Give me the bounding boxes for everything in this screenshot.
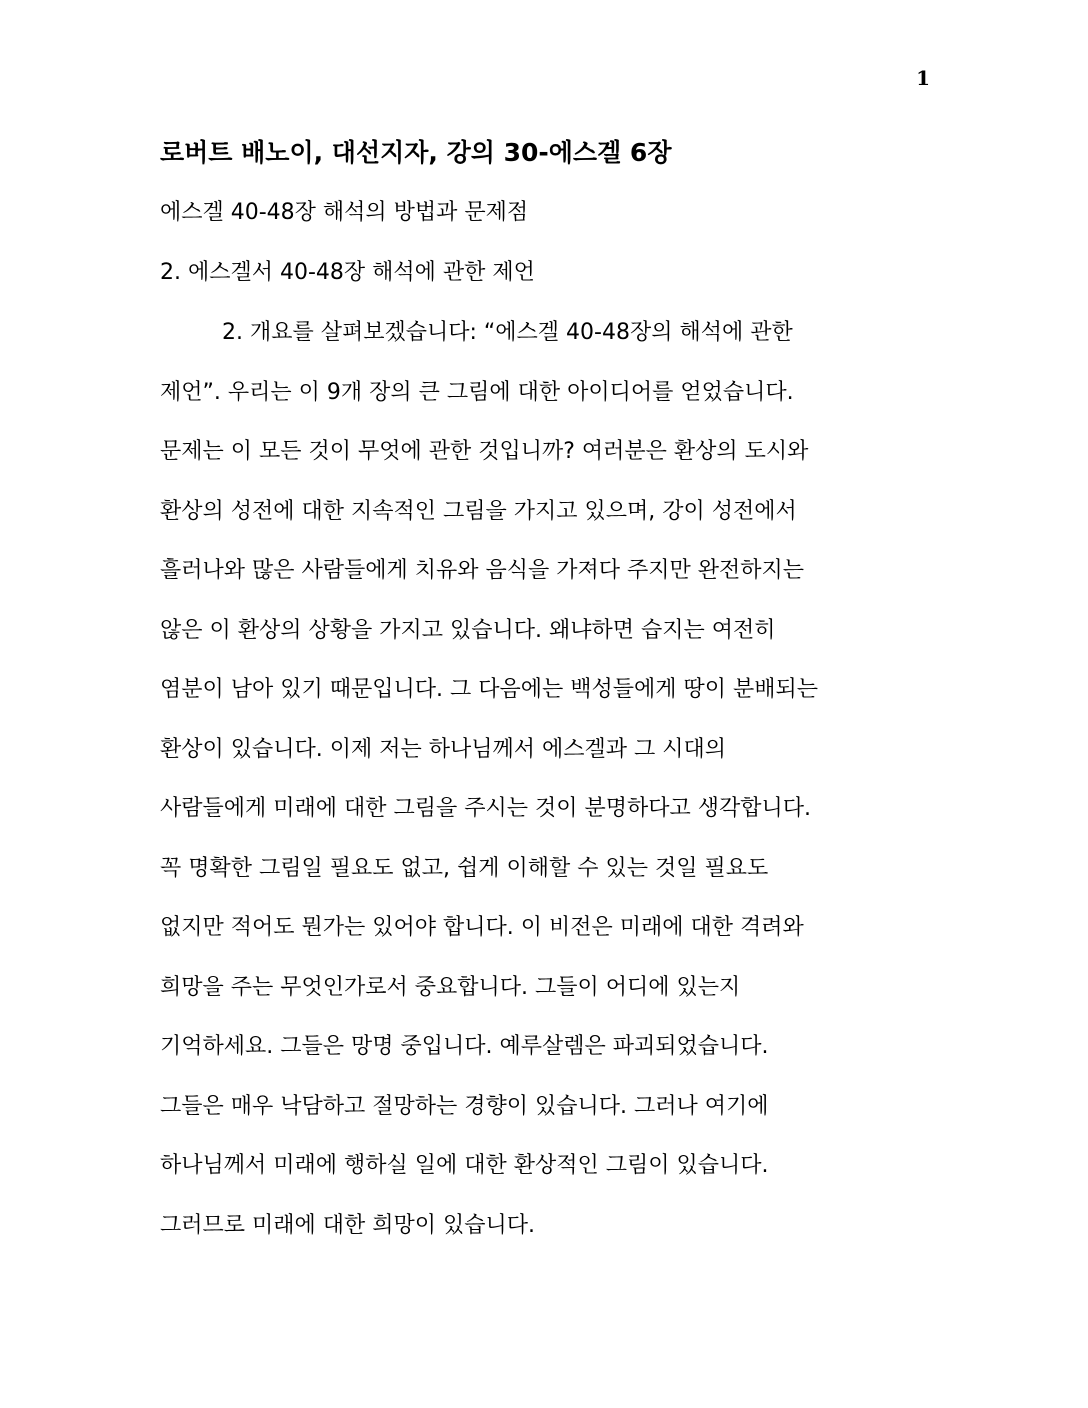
body-line: 제언”. 우리는 이 9개 장의 큰 그림에 대한 아이디어를 얻었습니다. bbox=[160, 379, 794, 405]
page-number: 1 bbox=[916, 66, 930, 90]
section-heading: 에스겔 40-48장 해석의 방법과 문제점 bbox=[160, 200, 529, 225]
body-line: 그러므로 미래에 대한 희망이 있습니다. bbox=[160, 1212, 535, 1238]
body-line: 꼭 명확한 그림일 필요도 없고, 쉽게 이해할 수 있는 것일 필요도 bbox=[160, 855, 769, 881]
subsection-heading: 2. 에스겔서 40-48장 해석에 관한 제언 bbox=[160, 260, 535, 285]
body-line: 문제는 이 모든 것이 무엇에 관한 것입니까? 여러분은 환상의 도시와 bbox=[160, 439, 809, 464]
body-line: 않은 이 환상의 상황을 가지고 있습니다. 왜냐하면 습지는 여전히 bbox=[160, 617, 776, 643]
body-line: 2. 개요를 살펴보겠습니다: “에스겔 40-48장의 해석에 관한 bbox=[222, 320, 793, 345]
body-line: 사람들에게 미래에 대한 그림을 주시는 것이 분명하다고 생각합니다. bbox=[160, 796, 812, 821]
body-line: 환상의 성전에 대한 지속적인 그림을 가지고 있으며, 강이 성전에서 bbox=[160, 498, 797, 524]
body-line: 하나님께서 미래에 행하실 일에 대한 환상적인 그림이 있습니다. bbox=[160, 1153, 769, 1178]
body-line: 없지만 적어도 뭔가는 있어야 합니다. 이 비전은 미래에 대한 격려와 bbox=[160, 915, 804, 940]
body-line: 염분이 남아 있기 때문입니다. 그 다음에는 백성들에게 땅이 분배되는 bbox=[160, 677, 818, 702]
body-line: 그들은 매우 낙담하고 절망하는 경향이 있습니다. 그러나 여기에 bbox=[160, 1093, 769, 1119]
body-line: 환상이 있습니다. 이제 저는 하나님께서 에스겔과 그 시대의 bbox=[160, 736, 726, 762]
body-paragraph bbox=[160, 318, 940, 1270]
body-line: 기억하세요. 그들은 망명 중입니다. 예루살렘은 파괴되었습니다. bbox=[160, 1034, 769, 1059]
body-line: 희망을 주는 무엇인가로서 중요합니다. 그들이 어디에 있는지 bbox=[160, 974, 741, 1000]
body-line: 흘러나와 많은 사람들에게 치유와 음식을 가져다 주지만 완전하지는 bbox=[160, 558, 805, 583]
lecture-title: 로버트 배노이, 대선지자, 강의 30-에스겔 6장 bbox=[160, 138, 672, 167]
